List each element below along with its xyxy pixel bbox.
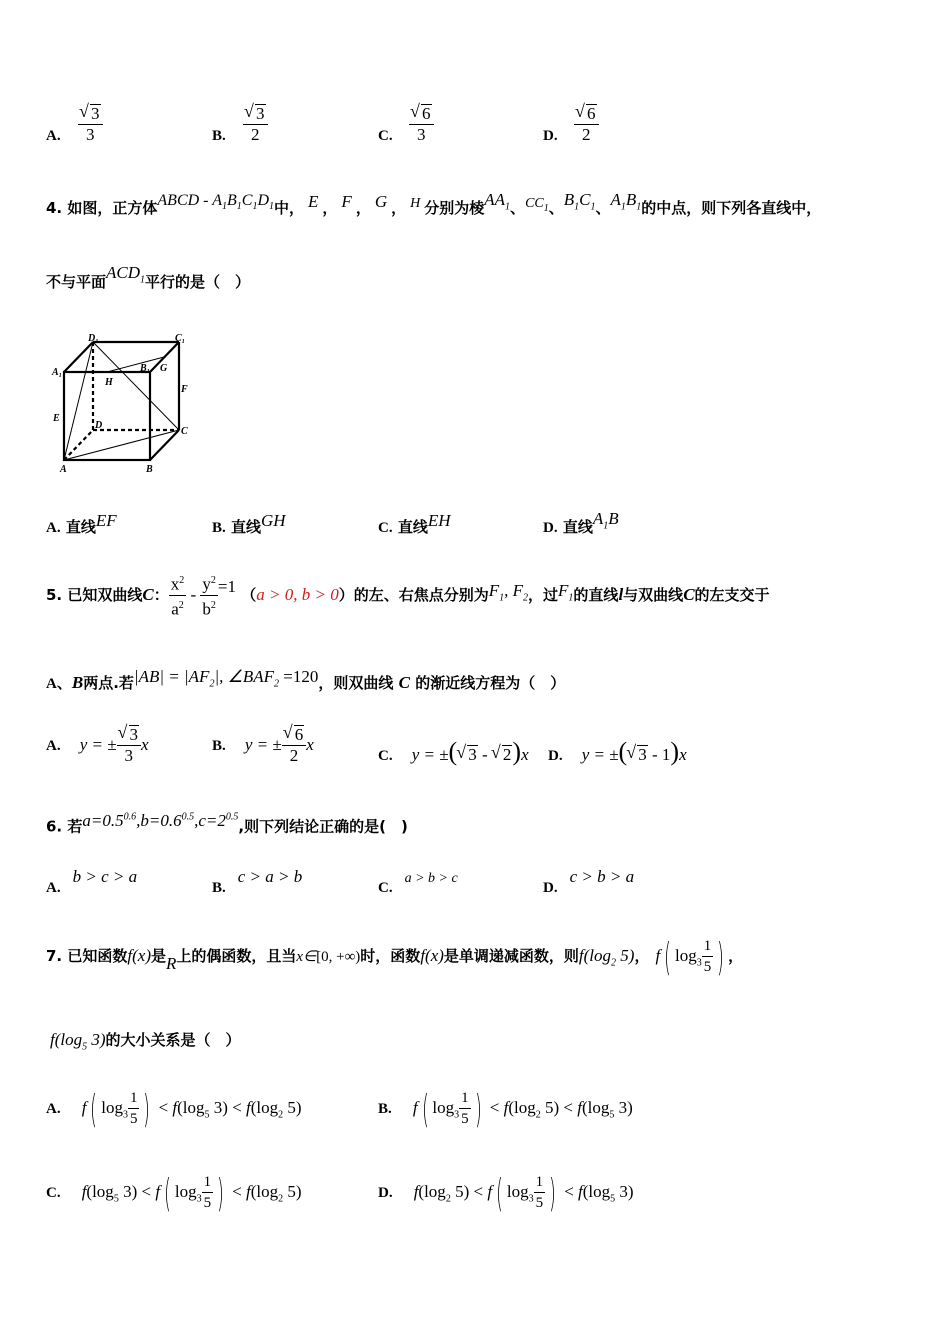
- q7-option-a: A. f ( $\log_3$ $\frac{1}{5}$ ) < $f(\log_5$ $3) < f(\log_2$ 5): [46, 1086, 302, 1131]
- label-d1: D₁: [88, 333, 99, 344]
- q6-option-d: D.c > b > a: [543, 867, 635, 896]
- q7-option-d: D. $f(\log_2$ 5) < f ( $\log_3$ $\frac{1}{5}$ ) < $f(\log_5$ 3): [378, 1170, 634, 1215]
- q7-option-b: B. f ( $\log_3$ $\frac{1}{5}$ ) < $f(\log_2$ $5) < f(\log_5$ 3): [378, 1086, 633, 1131]
- q7-option-c: C. $f(\log_5$ 3) < f ( $\log_3$ $\frac{1}{5}$ ) < $f(\log_2$ 5): [46, 1170, 302, 1215]
- label-d: D: [95, 420, 103, 431]
- q5-option-c: C. y = ±(√ 3 - √ 2)x: [378, 730, 529, 778]
- label-f: F: [181, 384, 188, 395]
- q4-option-d: D. 直线$A_1B$: [543, 509, 619, 536]
- q6-option-c: C.a > b > c: [378, 871, 458, 896]
- q5-stem-line2: A、B两点.若$|AB| = |AF_2|$, $\angle BAF_2 =120$，则双曲线 C 的渐近线方程为（ ）: [46, 667, 566, 692]
- q3-option-c-label: C.: [378, 128, 393, 144]
- q5-stem-line1: 5. 已知双曲线C： $\frac{x^2}{a^2}$ - $\frac{y^2}{b^2}$ =1 （a > 0, b > 0）的左、右焦点分别为$F_1$, $F_2$，过$F_1$的直线l与双曲线C的左支交于: [46, 565, 770, 632]
- label-h: H: [105, 377, 113, 388]
- q3-option-c-math: √ $\frac{6}{3}$: [409, 104, 434, 145]
- label-e: E: [53, 413, 60, 424]
- cube-figure: [48, 330, 198, 478]
- q5-option-d: D. y = ±(√ 3 - 1)x: [548, 730, 687, 778]
- q3-option-a-label: A.: [46, 128, 61, 144]
- q7-stem-line2: $f(\log_5$ 3)的大小关系是（ ）: [50, 1030, 241, 1053]
- q4-number: 4.: [46, 199, 63, 217]
- q3-option-b-math: √ $\frac{3}{2}$: [243, 104, 268, 145]
- q3-option-d-label: D.: [543, 128, 558, 144]
- q4-stem-line1: 4. 如图，正方体ABCD - $A_1B_1C_1D_1$中， E ， F ， G ， H 分别为棱$AA_1$、$CC_1$、$B_1C_1$、$A_1B_1$的中点，则下列各直线中，: [46, 190, 822, 217]
- label-c1: C₁: [175, 333, 186, 344]
- q3-option-b-label: B.: [212, 128, 226, 144]
- diag-a-d1: [64, 342, 93, 460]
- q4-stem-line2: 不与平面$ACD_1$平行的是（ ）: [46, 263, 251, 291]
- edge-b-c: [150, 430, 179, 460]
- q3-option-a-math: √ $\frac{3}{3}$: [78, 104, 103, 145]
- diag-a-c: [64, 430, 179, 460]
- q7-stem-line1: 7. 已知函数f(x)是R上的偶函数，且当x∈[0, +∞)时，函数f(x)是单调递减函数，则$f(\log_2$ 5)， f ( $\log_3$ $\frac{1}{5}$ ) ，: [46, 934, 744, 979]
- q6-stem: 6. 若$a=0.5^{0.6},b=0.6^{0.5},c=2^{0.5}$,则下列结论正确的是( ): [46, 810, 408, 836]
- label-a: A: [60, 464, 67, 475]
- q3-option-d-math: √ $\frac{6}{2}$: [574, 104, 599, 145]
- q4-option-c: C. 直线EH: [378, 511, 451, 536]
- label-b: B: [146, 464, 153, 475]
- label-a1: A₁: [52, 367, 63, 378]
- edge-a-d-hidden: [64, 430, 93, 460]
- label-b1: B₁: [140, 363, 151, 374]
- q6-option-b: B.c > a > b: [212, 867, 303, 896]
- label-g: G: [160, 363, 168, 374]
- edge-a1-d1: [64, 342, 93, 372]
- q4-option-b: B. 直线GH: [212, 511, 286, 536]
- label-c: C: [181, 426, 188, 437]
- q5-option-b: B. y = ± √ $\frac{6}{2}$ x: [212, 720, 314, 771]
- q4-option-a: A. 直线EF: [46, 511, 117, 536]
- q6-option-a: A.b > c > a: [46, 867, 138, 896]
- q5-option-a: A. y = ± √ $\frac{3}{3}$ x: [46, 720, 149, 771]
